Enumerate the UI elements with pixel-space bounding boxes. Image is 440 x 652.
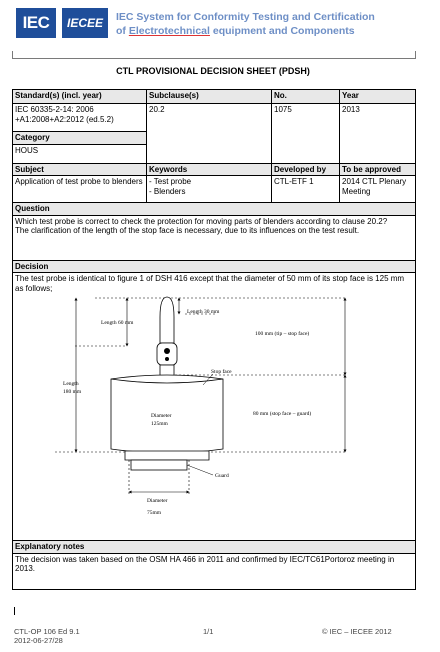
iec-logo: IEC (16, 8, 56, 38)
document-header (0, 0, 440, 50)
question-value[interactable] (13, 215, 416, 260)
subclause-header: Subclause(s) (147, 90, 272, 104)
approved-header: To be approved (340, 163, 416, 176)
decision-value[interactable] (13, 273, 416, 541)
footer-date: 2012-06-27/28 (14, 636, 63, 645)
approved-value[interactable]: 2014 CTL Plenary Meeting (340, 176, 416, 203)
underlined-word: Electrotechnical (128, 25, 210, 37)
diameter-125-label: Diameter (151, 413, 172, 419)
length-180-label: Length (63, 381, 79, 387)
guard-label: Guard (215, 473, 229, 479)
pdsh-table (12, 89, 416, 590)
category-header: Category (13, 132, 147, 145)
header-rule (12, 58, 415, 59)
question-text: Which test probe is correct to check the protection for moving parts of blenders according to clause 20.2? (15, 216, 388, 226)
subject-value[interactable]: Application of test probe to blenders (13, 176, 147, 203)
test-probe-figure (15, 295, 412, 535)
standard-header: Standard(s) (incl. year) (13, 90, 147, 104)
no-header: No. (272, 90, 340, 104)
stop-guard-label: 80 mm (stop face – guard) (253, 411, 312, 417)
subject-header: Subject (13, 163, 147, 176)
explanatory-header: Explanatory notes (13, 541, 416, 554)
length-180-value: 180 mm (63, 389, 82, 395)
tip-stop-label: 100 mm (tip – stop face) (255, 331, 310, 337)
subclause-value[interactable]: 20.2 (147, 104, 272, 164)
keyword-item: - Test probe (149, 177, 192, 186)
year-header: Year (340, 90, 416, 104)
category-value[interactable]: HOUS (13, 144, 147, 163)
diameter-75-value: 75mm (147, 510, 162, 516)
text-cursor (14, 607, 15, 615)
header-title-line2: of Electrotechnical equipment and Components (116, 25, 355, 37)
explanatory-value[interactable]: The decision was taken based on the OSM HA 466 in 2011 and confirmed by IEC/TC61Portoroz meeting in 2013. (13, 553, 416, 589)
question-header: Question (13, 203, 416, 216)
footer-copyright: © IEC – IECEE 2012 (322, 627, 392, 636)
diameter-125-value: 125mm (151, 421, 168, 427)
iecee-logo: IECEE (62, 8, 108, 38)
document-title: CTL PROVISIONAL DECISION SHEET (PDSH) (116, 66, 310, 76)
standard-value[interactable]: IEC 60335-2-14: 2006 +A1:2008+A2:2012 (ed.5.2) (13, 104, 147, 132)
keywords-header: Keywords (147, 163, 272, 176)
header-title-line1: IEC System for Conformity Testing and Certification (116, 11, 375, 23)
decision-text: The test probe is identical to figure 1 of DSH 416 except that the diameter of 50 mm of its stop face is 125 mm as follows; (15, 274, 405, 293)
no-value[interactable]: 1075 (272, 104, 340, 164)
developed-value[interactable]: CTL-ETF 1 (272, 176, 340, 203)
stop-face-label: Stop face (211, 369, 232, 375)
footer-doc-id: CTL-OP 106 Ed 9.1 (14, 627, 80, 636)
diameter-75-label: Diameter (147, 498, 168, 504)
developed-header: Developed by (272, 163, 340, 176)
header-title (116, 10, 436, 38)
keywords-value[interactable] (147, 176, 272, 203)
footer-left (14, 627, 80, 645)
footer-page: 1/1 (203, 627, 214, 636)
keyword-item: - Blenders (149, 186, 186, 196)
question-text: The clarification of the length of the stop face is necessary, due to its influences on the test result. (15, 226, 360, 235)
length-60-label: Length 60 mm (101, 320, 134, 326)
decision-header: Decision (13, 260, 416, 273)
margin-mark (415, 51, 416, 59)
year-value[interactable]: 2013 (340, 104, 416, 164)
length-30-label: Length 30 mm (187, 309, 220, 315)
